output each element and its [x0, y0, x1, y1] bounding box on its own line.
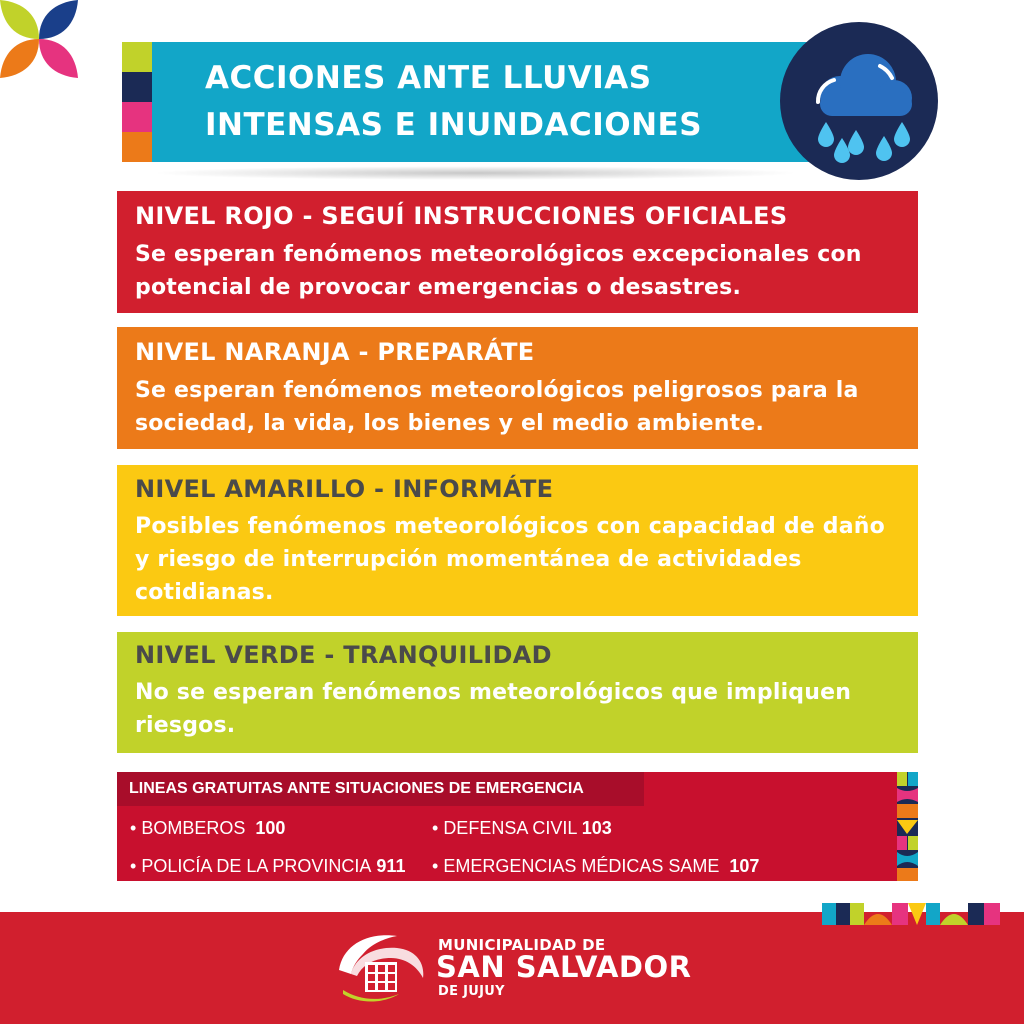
line-number: 911 [376, 856, 406, 876]
banner-stripe-orange [122, 132, 152, 162]
line-number: 103 [581, 818, 612, 838]
emergency-side-pattern [897, 772, 918, 881]
line-number: 100 [255, 818, 286, 838]
alert-heading: NIVEL VERDE - TRANQUILIDAD [135, 641, 552, 669]
rain-cloud-icon [780, 22, 938, 180]
page-title [205, 55, 785, 149]
logo-text-line-2: SAN SALVADOR [436, 950, 692, 984]
line-number: 107 [729, 856, 760, 876]
alert-description: Posibles fenómenos meteorológicos con capacidad de daño y riesgo de interrupción momentánea de actividades cotidianas. [135, 514, 885, 605]
corner-flower-decoration [0, 0, 78, 78]
line-label: POLICÍA DE LA PROVINCIA [141, 856, 372, 876]
emergency-line-defensa-civil: • DEFENSA CIVIL 103 [432, 818, 612, 838]
emergency-line-same: • EMERGENCIAS MÉDICAS SAME 107 [432, 856, 760, 876]
emergency-line-bomberos: • BOMBEROS 100 [130, 818, 286, 838]
alert-description: Se esperan fenómenos meteorológicos peligrosos para la sociedad, la vida, los bienes y el medio ambiente. [135, 378, 859, 436]
alert-heading: NIVEL AMARILLO - INFORMÁTE [135, 475, 554, 503]
alert-level-yellow [117, 465, 918, 616]
alert-level-red [117, 191, 918, 313]
alert-level-green [117, 632, 918, 753]
municipality-logo-icon [335, 930, 425, 1004]
emergency-lines-title: LINEAS GRATUITAS ANTE SITUACIONES DE EMERGENCIA [117, 772, 644, 806]
footer-color-strip [822, 903, 1000, 925]
banner-stripe-green [122, 42, 152, 72]
emergency-line-policia: • POLICÍA DE LA PROVINCIA 911 [130, 856, 406, 876]
logo-text-line-3: DE JUJUY [438, 984, 505, 999]
line-label: BOMBEROS [141, 818, 246, 838]
alert-description: No se esperan fenómenos meteorológicos que impliquen riesgos. [135, 680, 852, 738]
banner-stripe-pink [122, 102, 152, 132]
alert-heading: NIVEL NARANJA - PREPARÁTE [135, 338, 535, 366]
logo-text-line-1: MUNICIPALIDAD DE [438, 936, 606, 954]
alert-heading: NIVEL ROJO - SEGUÍ INSTRUCCIONES OFICIALES [135, 202, 788, 230]
line-label: EMERGENCIAS MÉDICAS SAME [443, 856, 720, 876]
title-line-1: ACCIONES ANTE LLUVIAS [205, 60, 652, 96]
title-line-2: INTENSAS E INUNDACIONES [205, 107, 703, 143]
banner-shadow [150, 166, 800, 180]
alert-level-orange [117, 327, 918, 449]
banner-stripe-navy [122, 72, 152, 102]
line-label: DEFENSA CIVIL [443, 818, 577, 838]
alert-description: Se esperan fenómenos meteorológicos excepcionales con potencial de provocar emergencias o desastres. [135, 242, 862, 300]
